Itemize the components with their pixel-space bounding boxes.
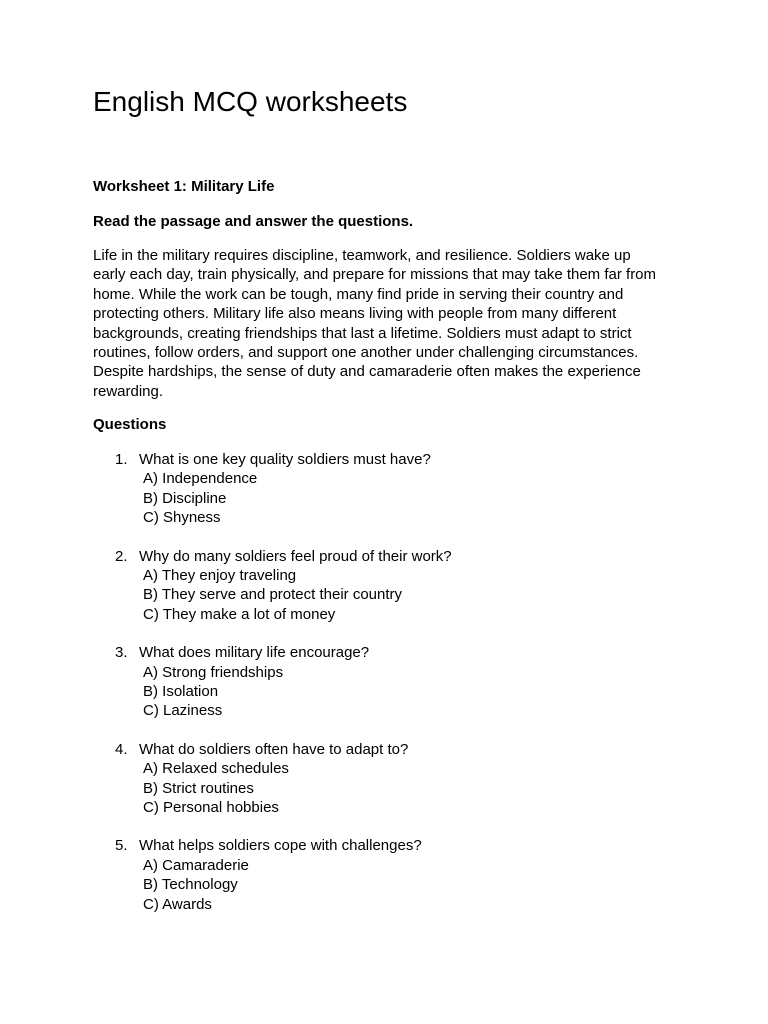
question-text: What do soldiers often have to adapt to? <box>139 740 409 758</box>
answer-options <box>143 856 249 914</box>
passage-line: routines, follow orders, and support one another under challenging circumstances. <box>93 344 639 362</box>
answer-option: A) Independence <box>143 470 258 488</box>
answer-options <box>143 469 257 527</box>
passage-line: protecting others. Military life also means living with people from many different <box>93 305 617 323</box>
answer-option: C) Shyness <box>143 509 221 527</box>
question-number: 3. <box>115 644 128 662</box>
answer-option: A) They enjoy traveling <box>143 566 297 584</box>
answer-option: C) Personal hobbies <box>143 798 279 816</box>
question-text: What helps soldiers cope with challenges? <box>139 837 422 855</box>
question-text: Why do many soldiers feel proud of their work? <box>139 547 452 565</box>
question-text: What is one key quality soldiers must have? <box>139 451 431 468</box>
document-title: English MCQ worksheets <box>93 86 408 117</box>
passage-line: early each day, train physically, and prepare for missions that may take them far from <box>93 266 657 284</box>
worksheet-heading: Worksheet 1: Military Life <box>93 178 275 195</box>
answer-options <box>143 759 289 817</box>
answer-option: C) Laziness <box>143 702 223 720</box>
answer-options <box>143 566 402 624</box>
answer-option: A) Camaraderie <box>143 856 249 874</box>
question-text: What does military life encourage? <box>139 644 370 662</box>
question-number: 4. <box>115 740 128 758</box>
answer-option: B) Discipline <box>143 489 227 507</box>
answer-options <box>143 663 283 721</box>
answer-option: B) Strict routines <box>143 779 254 797</box>
answer-option: A) Relaxed schedules <box>143 760 289 778</box>
passage-line: backgrounds, creating friendships that last a lifetime. Soldiers must adapt to strict <box>93 324 632 342</box>
instructions: Read the passage and answer the questions. <box>93 213 414 230</box>
answer-option: C) Awards <box>143 895 212 913</box>
questions-heading: Questions <box>93 416 167 433</box>
reading-passage <box>93 246 685 401</box>
question-number: 1. <box>115 451 128 468</box>
question-number: 5. <box>115 837 128 855</box>
passage-line: rewarding. <box>93 382 164 400</box>
answer-option: B) Isolation <box>143 682 219 700</box>
passage-line: Despite hardships, the sense of duty and camaraderie often makes the experience <box>93 363 641 381</box>
question-number: 2. <box>115 547 128 565</box>
passage-line: home. While the work can be tough, many find pride in serving their country and <box>93 285 624 303</box>
answer-option: C) They make a lot of money <box>143 605 336 623</box>
answer-option: A) Strong friendships <box>143 663 284 681</box>
passage-line: Life in the military requires discipline, teamwork, and resilience. Soldiers wake up <box>93 247 631 264</box>
answer-option: B) They serve and protect their country <box>143 586 403 604</box>
answer-option: B) Technology <box>143 876 238 894</box>
